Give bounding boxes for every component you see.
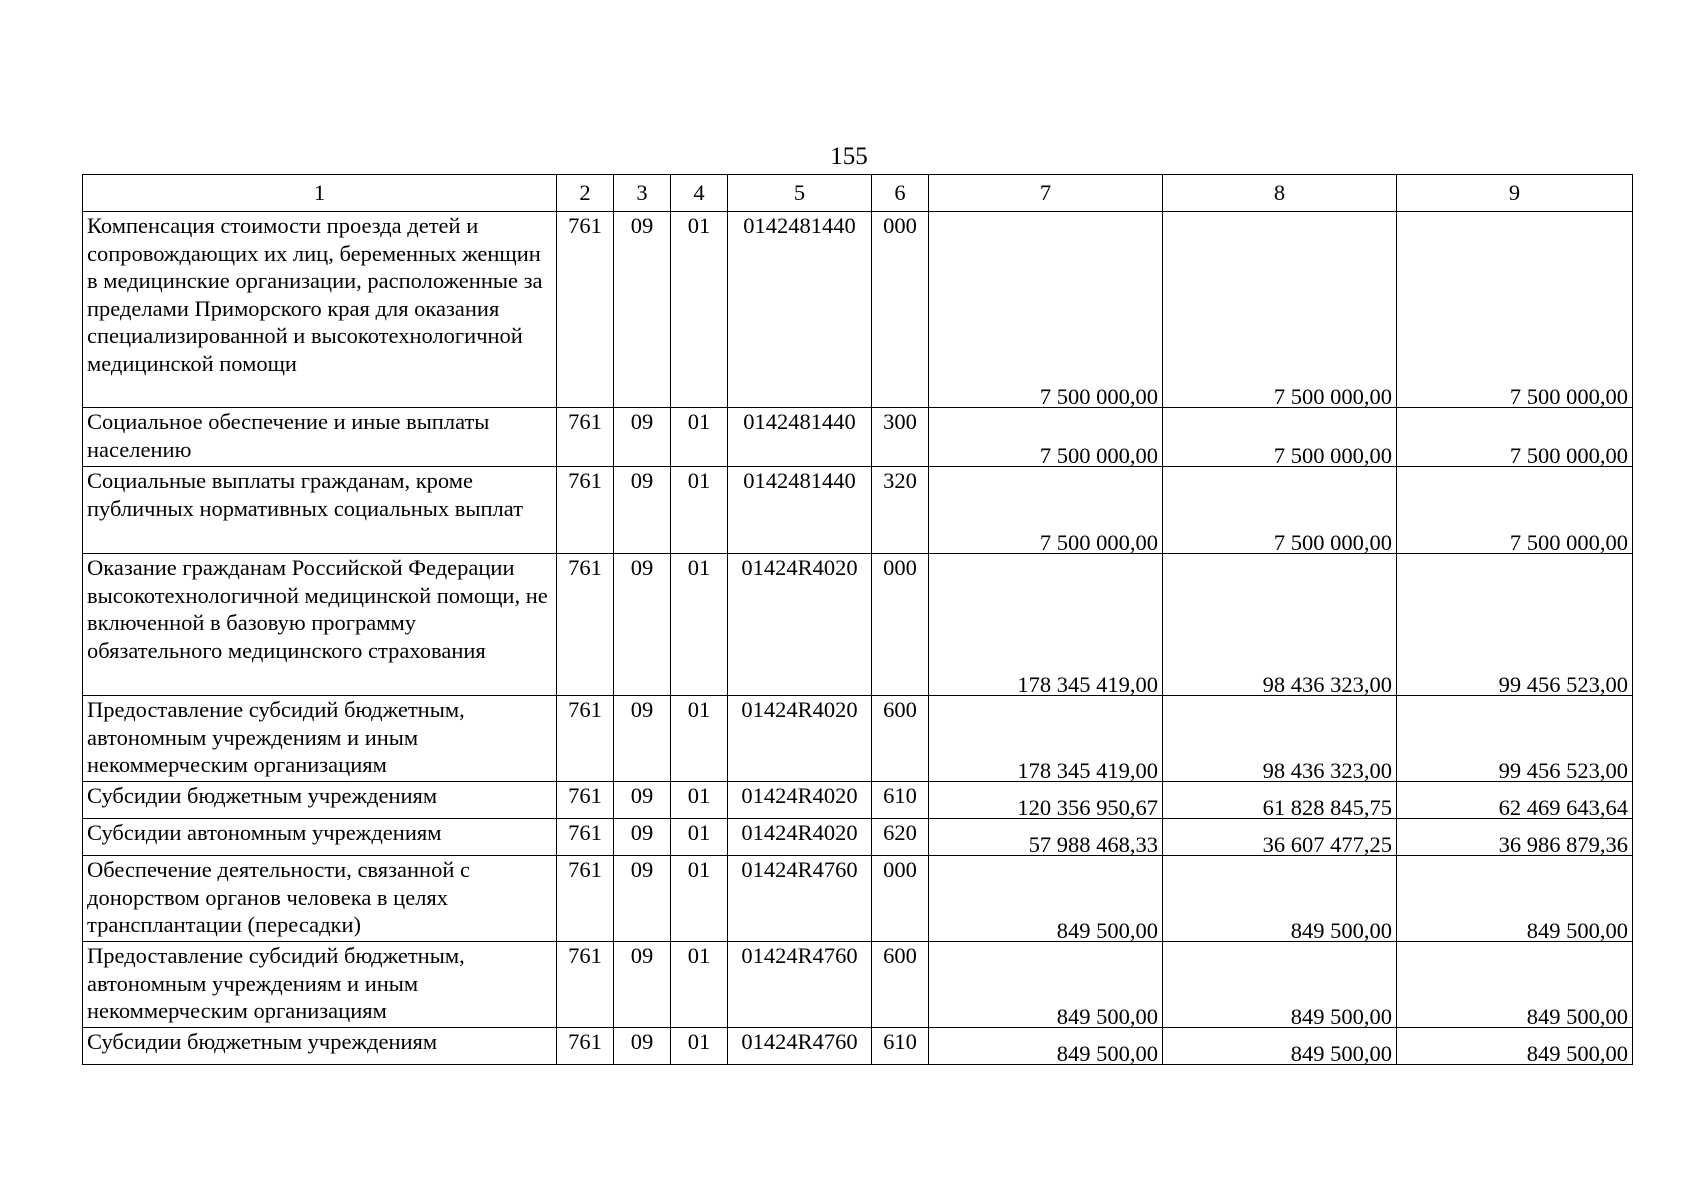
code-cell: 761: [557, 554, 614, 696]
code-cell: 01: [671, 467, 728, 554]
amount-value: 7 500 000,00: [1509, 529, 1628, 554]
code-cell: 01: [671, 1028, 728, 1065]
amount-cell: [1163, 408, 1397, 467]
code-cell: 01424R4760: [728, 856, 872, 942]
code-cell: 0142481440: [728, 467, 872, 554]
amount-cell: [1163, 782, 1397, 819]
table-row: [83, 408, 1633, 467]
amount-cell: [1397, 212, 1633, 408]
row-name: Социальное обеспечение и иные выплаты населению: [83, 408, 557, 467]
code-cell: 761: [557, 212, 614, 408]
amount-value: 849 500,00: [1056, 917, 1158, 942]
code-cell: 761: [557, 1028, 614, 1065]
row-name: Компенсация стоимости проезда детей и сопровождающих их лиц, беременных женщин в медицинские организации, расположенные за пределами Приморского края для оказания специализированной и высокотехнологичной медицинской помощи: [83, 212, 557, 408]
amount-value: 7 500 000,00: [1273, 442, 1392, 467]
table-row: [83, 212, 1633, 408]
amount-value: 120 356 950,67: [1017, 794, 1158, 819]
page-number: 155: [830, 143, 868, 170]
code-cell: 01: [671, 696, 728, 782]
column-header: 9: [1397, 175, 1633, 212]
table-row: [83, 467, 1633, 554]
code-cell: 09: [614, 782, 671, 819]
amount-value: 178 345 419,00: [1017, 757, 1158, 782]
amount-cell: [1163, 554, 1397, 696]
code-cell: 000: [872, 856, 929, 942]
code-cell: 01: [671, 856, 728, 942]
amount-value: 849 500,00: [1526, 917, 1628, 942]
code-cell: 610: [872, 782, 929, 819]
code-cell: 600: [872, 696, 929, 782]
code-cell: 09: [614, 408, 671, 467]
amount-cell: [1163, 696, 1397, 782]
row-name: Обеспечение деятельности, связанной с донорством органов человека в целях трансплантации (пересадки): [83, 856, 557, 942]
amount-cell: [929, 467, 1163, 554]
code-cell: 620: [872, 819, 929, 856]
code-cell: 761: [557, 467, 614, 554]
column-header: 5: [728, 175, 872, 212]
amount-cell: [1163, 467, 1397, 554]
code-cell: 01: [671, 942, 728, 1028]
amount-cell: [1397, 467, 1633, 554]
amount-cell: [929, 696, 1163, 782]
table-row: [83, 1028, 1633, 1065]
column-header: 7: [929, 175, 1163, 212]
row-name: Субсидии бюджетным учреждениям: [83, 1028, 557, 1065]
code-cell: 09: [614, 942, 671, 1028]
amount-cell: [1397, 942, 1633, 1028]
amount-value: 62 469 643,64: [1498, 794, 1628, 819]
row-name: Субсидии бюджетным учреждениям: [83, 782, 557, 819]
amount-cell: [1163, 212, 1397, 408]
amount-value: 7 500 000,00: [1039, 442, 1158, 467]
amount-cell: [1163, 1028, 1397, 1065]
amount-value: 98 436 323,00: [1262, 671, 1392, 696]
code-cell: 01424R4020: [728, 554, 872, 696]
amount-cell: [1397, 856, 1633, 942]
code-cell: 600: [872, 942, 929, 1028]
amount-cell: [1163, 819, 1397, 856]
amount-value: 849 500,00: [1056, 1003, 1158, 1028]
code-cell: 761: [557, 782, 614, 819]
table-header-row: [83, 175, 1633, 212]
row-name: Предоставление субсидий бюджетным, автономным учреждениям и иным некоммерческим организациям: [83, 696, 557, 782]
code-cell: 01424R4760: [728, 1028, 872, 1065]
amount-cell: [929, 408, 1163, 467]
code-cell: 300: [872, 408, 929, 467]
amount-value: 849 500,00: [1290, 917, 1392, 942]
code-cell: 09: [614, 554, 671, 696]
amount-value: 7 500 000,00: [1273, 383, 1392, 408]
amount-value: 99 456 523,00: [1498, 671, 1628, 696]
amount-value: 7 500 000,00: [1039, 383, 1158, 408]
code-cell: 320: [872, 467, 929, 554]
code-cell: 01424R4020: [728, 819, 872, 856]
amount-value: 7 500 000,00: [1039, 529, 1158, 554]
column-header: 6: [872, 175, 929, 212]
amount-cell: [929, 856, 1163, 942]
amount-value: 849 500,00: [1526, 1040, 1628, 1065]
row-name: Предоставление субсидий бюджетным, автономным учреждениям и иным некоммерческим организациям: [83, 942, 557, 1028]
amount-cell: [929, 782, 1163, 819]
code-cell: 761: [557, 408, 614, 467]
amount-value: 99 456 523,00: [1498, 757, 1628, 782]
amount-cell: [929, 554, 1163, 696]
amount-value: 849 500,00: [1290, 1040, 1392, 1065]
amount-cell: [1397, 554, 1633, 696]
amount-value: 36 607 477,25: [1262, 831, 1392, 856]
amount-cell: [1397, 696, 1633, 782]
amount-cell: [929, 819, 1163, 856]
code-cell: 761: [557, 819, 614, 856]
table-row: [83, 819, 1633, 856]
code-cell: 01: [671, 819, 728, 856]
amount-value: 178 345 419,00: [1017, 671, 1158, 696]
code-cell: 761: [557, 856, 614, 942]
amount-value: 7 500 000,00: [1273, 529, 1392, 554]
code-cell: 01424R4020: [728, 696, 872, 782]
row-name: Социальные выплаты гражданам, кроме публичных нормативных социальных выплат: [83, 467, 557, 554]
amount-cell: [929, 942, 1163, 1028]
amount-cell: [1397, 782, 1633, 819]
code-cell: 09: [614, 467, 671, 554]
column-header: 1: [83, 175, 557, 212]
amount-value: 36 986 879,36: [1498, 831, 1628, 856]
table-row: [83, 856, 1633, 942]
amount-cell: [1397, 408, 1633, 467]
row-name: Оказание гражданам Российской Федерации высокотехнологичной медицинской помощи, не включенной в базовую программу обязательного медицинского страхования: [83, 554, 557, 696]
amount-value: 849 500,00: [1526, 1003, 1628, 1028]
amount-cell: [929, 212, 1163, 408]
amount-value: 849 500,00: [1056, 1040, 1158, 1065]
code-cell: 01: [671, 408, 728, 467]
code-cell: 000: [872, 554, 929, 696]
amount-value: 57 988 468,33: [1028, 831, 1158, 856]
code-cell: 09: [614, 1028, 671, 1065]
amount-value: 61 828 845,75: [1262, 794, 1392, 819]
code-cell: 01: [671, 782, 728, 819]
code-cell: 09: [614, 819, 671, 856]
row-name: Субсидии автономным учреждениям: [83, 819, 557, 856]
table-row: [83, 696, 1633, 782]
code-cell: 761: [557, 696, 614, 782]
budget-table: [82, 174, 1633, 1065]
code-cell: 761: [557, 942, 614, 1028]
table-row: [83, 554, 1633, 696]
code-cell: 01424R4020: [728, 782, 872, 819]
column-header: 2: [557, 175, 614, 212]
table-row: [83, 782, 1633, 819]
column-header: 8: [1163, 175, 1397, 212]
amount-value: 849 500,00: [1290, 1003, 1392, 1028]
code-cell: 0142481440: [728, 408, 872, 467]
code-cell: 01: [671, 212, 728, 408]
column-header: 3: [614, 175, 671, 212]
amount-value: 7 500 000,00: [1509, 442, 1628, 467]
amount-cell: [1163, 856, 1397, 942]
code-cell: 09: [614, 212, 671, 408]
amount-value: 98 436 323,00: [1262, 757, 1392, 782]
code-cell: 000: [872, 212, 929, 408]
code-cell: 09: [614, 856, 671, 942]
amount-cell: [1163, 942, 1397, 1028]
code-cell: 01: [671, 554, 728, 696]
table-row: [83, 942, 1633, 1028]
amount-cell: [1397, 1028, 1633, 1065]
code-cell: 610: [872, 1028, 929, 1065]
amount-value: 7 500 000,00: [1509, 383, 1628, 408]
code-cell: 0142481440: [728, 212, 872, 408]
amount-cell: [1397, 819, 1633, 856]
column-header: 4: [671, 175, 728, 212]
code-cell: 09: [614, 696, 671, 782]
amount-cell: [929, 1028, 1163, 1065]
code-cell: 01424R4760: [728, 942, 872, 1028]
